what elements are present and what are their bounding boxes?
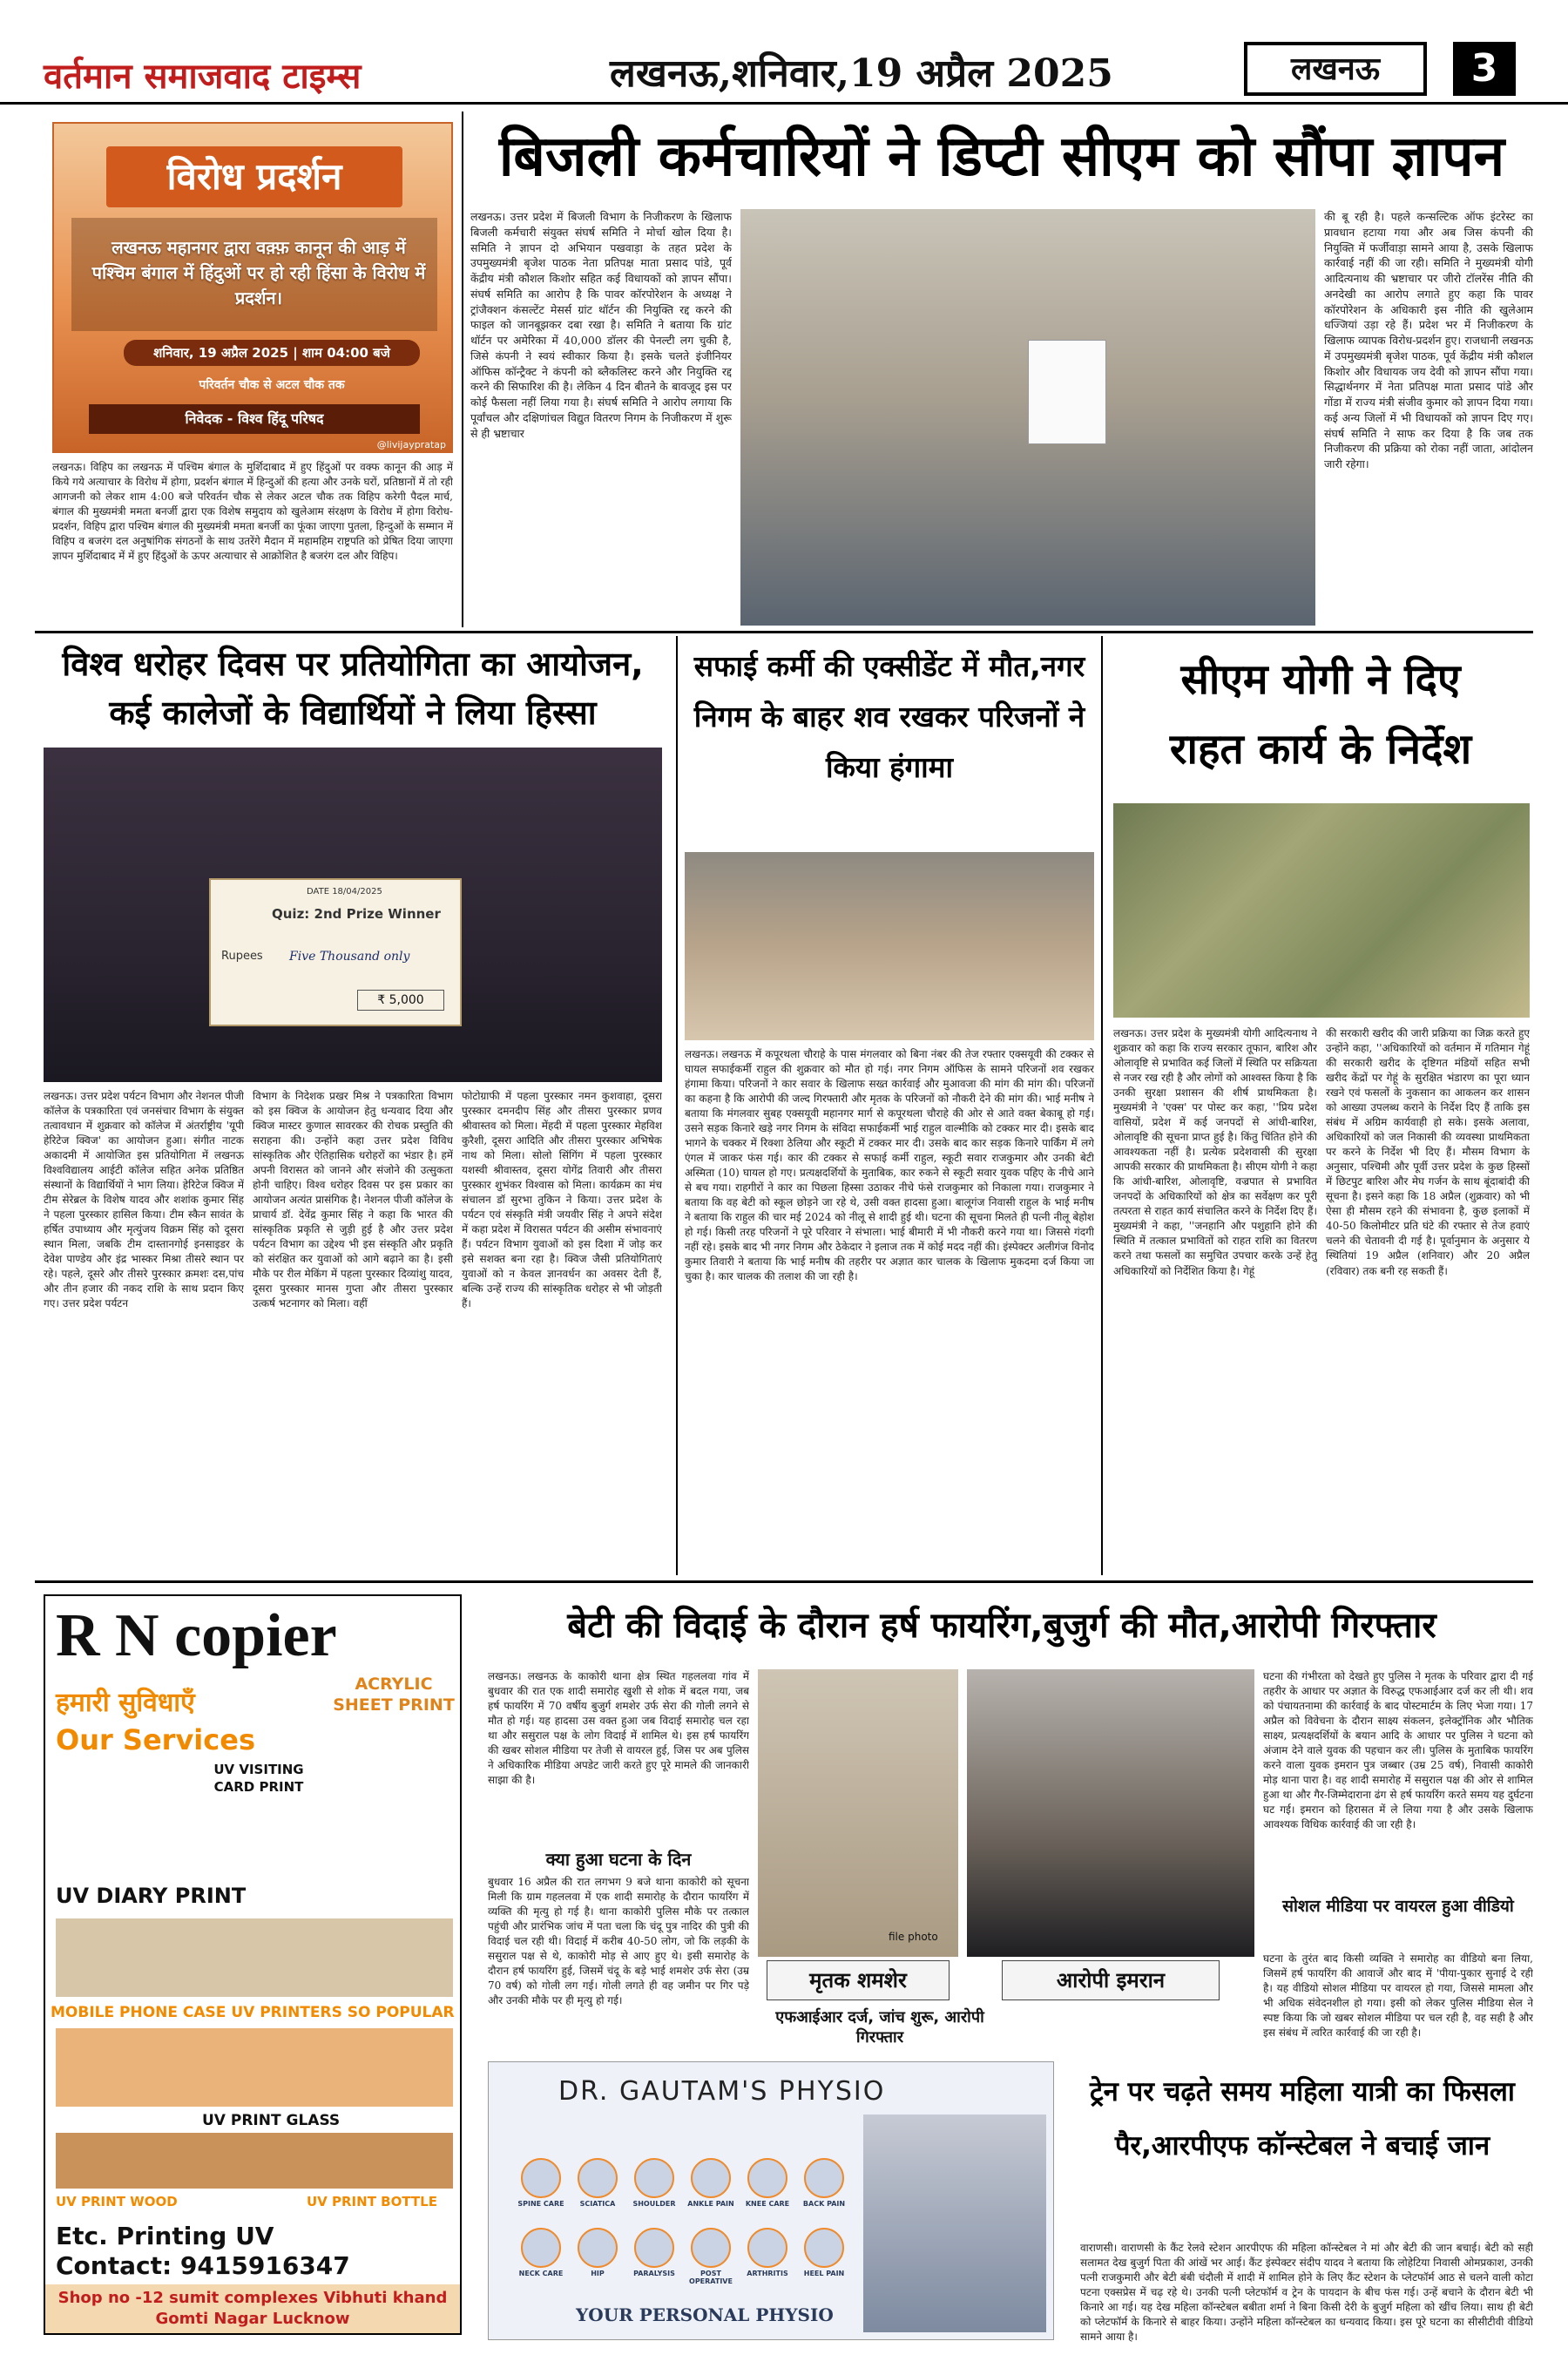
services-hindi: हमारी सुविधाएँ <box>56 1688 195 1718</box>
physio-service <box>571 2158 624 2223</box>
physio-service <box>571 2228 624 2292</box>
physio-service <box>515 2158 567 2223</box>
phone-case-image <box>56 2028 453 2107</box>
poster-handle: @livijaypratap <box>376 439 446 450</box>
memorandum-paper <box>1028 340 1106 444</box>
heritage-col-3: फोटोग्राफी में पहला पुरस्कार नमन कुशवाहा, दूसरा पुरस्कार दमनदीप सिंह और तीसरा पुरस्कार प्रणव श्रीवास्तव को मिला। मेंहदी में पहला पुरस्कार मेहविश कुरैशी, दूसरा आदिति और तीसरा पुरस्कार अभिषेक नाथ को मिला। सोलो सिंगिंग में पहला पुरस्कार यशस्वी श्रीवास्तव, दूसरा योगेंद्र तिवारी और तीसरा पुरस्कार शुभंकर विश्वास को मिला। कार्यक्रम का मंच संचालन डॉ सुरभा तुकिन ने किया। उत्तर प्रदेश के पर्यटन एवं संस्कृति मंत्री जयवीर सिंह ने अपने संदेश में कहा प्रदेश में विरासत पर्यटन की असीम संभावनाएं हैं। पर्यटन विभाग युवाओं को इस दिशा में जोड़ कर इसे सशक्त बना रहा है। क्विज जैसी प्रतियोगिताएं युवाओं को न केवल ज्ञानवर्धन का अवसर देती हैं, बल्कि उन्हें राज्य की सांस्कृतिक धरोहर से भी जोड़ती हैं। <box>462 1090 662 1310</box>
protest-body: लखनऊ। विहिप का लखनऊ में पश्चिम बंगाल के मुर्शिदाबाद में हुए हिंदुओं पर वक्फ कानून की आड़ में किये गये अत्याचार के विरोध में होगा, प्रदर्शन बंगाल में हिन्दुओं की हत्या और उनके घरों, प्रतिष्ठानों में तो रही आगजनी को लेकर शाम 4:00 बजे परिवर्तन चौक से लेकर अटल चौक तक विहिप करेगी पैदल मार्च, बंगाल की मुख्यमंत्री ममता बनर्जी द्वारा एक विशेष समुदाय को खुलेआम संरक्षण के विरोध में होगा विरोध-प्रदर्शन, विहिप द्वारा पश्चिम बंगाल की मुख्यमंत्री ममता बनर्जी का फूंका जाएगा पुतला, हिन्दुओं के सम्मान में विहिप व बजरंग दल अनुषांगिक संगठनों के साथ उतरेंगे मैदान में महामहिम राष्ट्रपति को प्रेषित दिया जाएगा ज्ञापन मुर्शिदाबाद में में हुए हिंदुओं के ऊपर अत्याचार से आक्रोशित है बजरंग दल और विहिप। <box>52 461 453 563</box>
physio-ad <box>488 2061 1054 2340</box>
heritage-photo <box>44 748 662 1082</box>
physio-service <box>798 2228 850 2292</box>
physio-service <box>741 2228 794 2292</box>
divider <box>35 1580 1533 1583</box>
electricity-headline: बिजली कर्मचारियों ने डिप्टी सीएम को सौंपा ज्ञापन <box>498 125 1505 189</box>
physio-service-label: SCIATICA <box>579 2200 616 2208</box>
divider <box>1101 636 1103 1575</box>
electricity-photo <box>740 209 1315 626</box>
physio-service-icon <box>634 2228 674 2268</box>
masthead <box>0 0 1568 105</box>
physio-service-label: HEEL PAIN <box>803 2270 845 2277</box>
services-english: Our Services <box>56 1723 255 1756</box>
heritage-headline-1: विश्व धरोहर दिवस पर प्रतियोगिता का आयोजन, <box>62 645 644 683</box>
physio-service-label: PARALYSIS <box>633 2270 675 2277</box>
physio-service-icon <box>521 2158 561 2198</box>
physio-service-icon <box>691 2228 731 2268</box>
sanitation-body: लखनऊ। लखनऊ में कपूरथला चौराहे के पास मंगलवार को बिना नंबर की तेज रफ्तार एक्सयूवी की टक्कर से घायल सफाईकर्मी राहुल की शुक्रवार को मौत हो गई। नगर निगम ऑफिस के सामने परिजनों शव रखकर हंगामा किया। परिजनों ने कार सवार के खिलाफ सख्त कार्रवाई और मुआवजा की मांग की मांग की। परिजनों का कहना है कि आरोपी की जल्द गिरफ्तारी और मृतक के परिजनों को नौकरी देने की मांग की। भाई मनीष ने बताया कि मंगलवार सुबह एक्सयूवी महानगर मार्ग से कपूरथला चौराहे की ओर से आते वक्त बेकाबू हो गई। उसने सड़क किनारे खड़े नगर निगम के संविदा सफाईकर्मी भाई राहुल वाल्मीकि को टक्कर मार दी। इसके बाद भागने के चक्कर में रिक्शा ठेलिया और स्कूटी में टक्कर मार दी। उसके बाद कार सड़क किनारे पार्किंग में लगे एंगल में जाकर फंस गई। कार की टक्कर से सफाई कर्मी राहुल, स्कूटी सवार राजकुमार और उनकी बेटी अस्मिता (10) घायल हो गए। प्रत्यक्षदर्शियों के मुताबिक, कार रुकने से स्कूटी सवार युवक पहिए के नीचे आने से बच गया। राहगीरों ने कार का पिछला हिस्सा उठाकर नीचे फंसे राजकुमार को निकाला गया। राजकुमार ने बताया कि वह बेटी को स्कूल छोड़ने जा रहे थे, उसी वक्त हादसा हुआ। बालूगंज निवासी राहुल के भाई मनीष ने बताया कि राहुल की चार मई 2024 को नीलू से शादी हुई थी। घटना की सूचना मिलते ही पत्नी नीलू बेहोश हो गई। किसी तरह परिजनों ने पूरे परिवार ने संभाला। भाई बीमारी में भी नौकरी करने गया था। जिससे गंदगी नहीं रहे। इसके बाद भी नगर निगम और ठेकेदार ने इलाज तक में कोई मदद नहीं की। इंस्पेक्टर अलीगंज विनोद कुमार तिवारी ने बताया कि भाई मनीष की तहरीर पर अज्ञात कार चालक के खिलाफ मुकदमा दर्ज किया जा चुका है। कार चालक की तलाश की जा रही है। <box>685 1048 1094 1283</box>
physio-service-icon <box>691 2158 731 2198</box>
physio-service <box>515 2228 567 2292</box>
physio-service <box>685 2158 737 2223</box>
phone-case-print: MOBILE PHONE CASE UV PRINTERS SO POPULAR <box>51 2004 455 2021</box>
divider <box>676 636 678 1575</box>
uv-print-glass: UV PRINT GLASS <box>202 2112 341 2129</box>
sanitation-headline: सफाई कर्मी की एक्सीडेंट में मौत,नगर निगम के बाहर शव रखकर परिजनों ने किया हंगामा <box>693 649 1085 784</box>
electricity-col-2: की बू रही है। पहले कन्सल्टिक ऑफ इंटरेस्ट का प्रावधान हटाया गया और अब जिस कंपनी की नियुक्ति में फर्जीवाड़ा सामने आया है, उसके खिलाफ कार्रवाई नहीं की जा रही। समिति ने मुख्यमंत्री योगी आदित्यनाथ की भ्रष्टाचार पर जीरो टॉलरेंस नीति की अनदेखी का आरोप लगाते हुए कहा कि पावर कॉरपोरेशन के अधिकारी इस नीति की खुलेआम धज्जियां उड़ा रहे हैं। प्रदेश भर में निजीकरण के खिलाफ व्यापक विरोध-प्रदर्शन हुए। राजधानी लखनऊ में उपमुख्यमंत्री बृजेश पाठक, पूर्व केंद्रीय मंत्री कौशल किशोर और विधायक जय देवी को ज्ञापन सौंपा गया। सिद्धार्थनगर में नेता प्रतिपक्ष माता प्रसाद पांडे और गोंडा में राज्य मंत्री संजीव कुमार को ज्ञापन दिया गया। कई अन्य जिलों में भी विधायकों को ज्ञापन दिए गए। संघर्ष समिति ने साफ कर दिया है कि जब तक निजीकरण की प्रक्रिया को रोका नहीं जाता, आंदोलन जारी रहेगा। <box>1324 210 1533 470</box>
diary-image <box>56 1918 453 1997</box>
rpf-body: वाराणसी। वाराणसी के कैंट रेलवे स्टेशन आरपीएफ की महिला कॉन्स्टेबल ने मां और बेटी की जान बचाई। बेटी को सही सलामत देख बुजुर्ग पिता की आंखें भर आई। कैंट इंस्पेक्टर संदीप यादव ने बताया कि लोहेटिया निवासी ओमप्रकाश, उनकी पत्नी राजकुमारी और बेटी बंबी चंदौली में शादी में शामिल होने के लिए कैंट स्टेशन के प्लेटफॉर्म आठ से चलने वाली कोटा पटना एक्सप्रेस में चढ़ रहे थे। उनकी पत्नी प्लेटफॉर्म व ट्रेन के पायदान के बीच फंस गई। उन्हें बचाने के दौरान बेटी भी किनारे आ गई। यह देख महिला कॉन्स्टेबल बबीता शर्मा ने बिना किसी देरी के बुजुर्ग महिला को खींच लिया। साथ ही बेटी को प्लेटफॉर्म के किनारे से बाहर किया। उन्होंने महिला कॉन्स्टेबल का धन्यवाद किया। इस पूरे घटना का सीसीटीवी वीडियो सामने आया है। <box>1080 2242 1533 2344</box>
poster-text: लखनऊ महानगर द्वारा वक़्फ़ कानून की आड़ में पश्चिम बंगाल में हिंदुओं पर हो रही हिंसा के विरोध में प्रदर्शन। <box>91 237 426 308</box>
divider <box>35 631 1533 633</box>
copier-address: Shop no -12 sumit complexes Vibhuti khand Gomti Nagar Lucknow <box>45 2284 460 2333</box>
etc-printing: Etc. Printing UV <box>56 2222 274 2250</box>
file-photo-label: file photo <box>889 1931 938 1943</box>
uv-print-bottle: UV PRINT BOTTLE <box>307 2194 437 2209</box>
physio-service-label: SHOULDER <box>632 2200 676 2208</box>
page-number: 3 <box>1453 42 1516 96</box>
physio-service-label: HIP <box>591 2270 605 2277</box>
yogi-col-1: लखनऊ। उत्तर प्रदेश के मुख्यमंत्री योगी आदित्यनाथ ने शुक्रवार को कहा कि राज्य सरकार तूफान, बारिश और ओलावृष्टि से प्रभावित कई जिलों में स्थिति पर सक्रियता से नजर रख रही है और लोगों को आश्वस्त किया है कि उनकी सुरक्षा प्रशासन की शीर्ष प्राथमिकता है। मुख्यमंत्री ने 'एक्स' पर पोस्ट कर कहा, ''प्रिय प्रदेश वासियों, प्रदेश में कई जनपदों से आंधी-बारिश, ओलावृष्टि की सूचना प्राप्त हुई है। किंतु चिंतित होने की आवश्यकता नहीं है। प्रत्येक प्रदेशवासी की सुरक्षा आपकी सरकार की प्राथमिकता है। सीएम योगी ने कहा कि आंधी-बारिश, ओलावृष्टि, वज्रपात से प्रभावित जनपदों के अधिकारियों को क्षेत्र का सर्वेक्षण कर पूरी तत्परता से राहत कार्य संचालित करने के निर्देश दिए हैं। मुख्यमंत्री ने कहा, ''जनहानि और पशुहानि होने की स्थिति में तत्काल प्रभावितों को राहत राशि का वितरण करने तथा फसलों का समुचित उपचार करके उन्हें हेतु अधिकारियों को निर्देशित किया है। गेहूं <box>1113 1027 1317 1277</box>
section-name: लखनऊ <box>1244 42 1427 96</box>
physio-service-icon <box>804 2158 844 2198</box>
cheque-words: Five Thousand only <box>289 950 410 964</box>
deceased-caption: मृतक शमशेर <box>767 1960 950 2000</box>
firing-headline: बेटी की विदाई के दौरान हर्ष फायरिंग,बुजुर्ग की मौत,आरोपी गिरफ्तार <box>567 1606 1436 1646</box>
physio-service <box>628 2158 680 2223</box>
physio-service-label: KNEE CARE <box>745 2200 790 2208</box>
contact-number[interactable]: Contact: 9415916347 <box>56 2251 350 2280</box>
physio-service-icon <box>804 2228 844 2268</box>
rpf-headline: ट्रेन पर चढ़ते समय महिला यात्री का फिसला पैर,आरपीएफ कॉन्स्टेबल ने बचाई जान <box>1090 2076 1515 2162</box>
yogi-headline-2: राहत कार्य के निर्देश <box>1169 725 1472 774</box>
uv-diary-print: UV DIARY PRINT <box>56 1884 247 1908</box>
heritage-col-1: लखनऊ। उत्तर प्रदेश पर्यटन विभाग और नेशनल पीजी कॉलेज के पत्रकारिता एवं जनसंचार विभाग के संयुक्त तत्वावधान में शुक्रवार को कॉलेज में अंतर्राष्ट्रीय 'यूपी हेरिटेज क्विज' का आयोजन हुआ। संगीत नाटक अकादमी में आयोजित इस प्रतियोगिता में लखनऊ विश्वविद्यालय आईटी कॉलेज सहित अनेक प्रतिष्ठित संस्थानों के विद्यार्थियों ने भाग लिया। हेरिटेज क्विज में टीम सेरेब्रल के विशेष यादव और शशांक कुमार सिंह ने पहला पुरस्कार हासिल किया। टीम स्कैन सावंत के हर्षित उपाध्याय और मृत्युंजय विक्रम सिंह को दूसरा स्थान मिला, जबकि टीम दास्तानगोई इनसाइडर के देवेश पाण्डेय और इंद्र भास्कर मिश्रा तीसरे स्थान पर रहे। पहले, दूसरे और तीसरे पुरस्कार क्रमशः दस,पांच और तीन हजार की नकद राशि के साथ प्रदान किए गए। उत्तर प्रदेश पर्यटन <box>44 1090 244 1310</box>
physio-service <box>798 2158 850 2223</box>
physio-service-label: NECK CARE <box>518 2270 564 2277</box>
physio-service <box>741 2158 794 2223</box>
acrylic-print: ACRYLIC SHEET PRINT <box>333 1675 455 1715</box>
firing-subhead-2: सोशल मीडिया पर वायरल हुआ वीडियो <box>1282 1897 1514 1916</box>
firing-subhead-photos: एफआईआर दर्ज, जांच शुरू, आरोपी गिरफ्तार <box>775 2008 984 2047</box>
physio-service <box>685 2228 737 2292</box>
physio-service-icon <box>747 2158 787 2198</box>
deceased-photo <box>758 1669 958 1957</box>
physio-footer: YOUR PERSONAL PHYSIO <box>576 2304 834 2325</box>
firing-col-2b: घटना के तुरंत बाद किसी व्यक्ति ने समारोह का वीडियो बना लिया, जिसमें हर्ष फायरिंग की आवाजें और बाद में 'पीया-पुकार सुनाई दे रही है। यह वीडियो सोशल मीडिया पर वायरल हो गया, जिससे मामला और भी अधिक संवेदनशील हो गया। इसी को लेकर पुलिस मीडिया सेल ने स्पष्ट किया कि जो खबर सोशल मीडिया पर चल रही है, वह सही है और इस संबंध में त्वरित कार्रवाई की जा रही है। <box>1263 1952 1533 2040</box>
cheque-rupees: Rupees <box>221 950 263 963</box>
heritage-headline-2: कई कालेजों के विद्यार्थियों ने लिया हिस्सा <box>109 694 597 732</box>
physio-grid <box>515 2158 855 2297</box>
physio-service <box>628 2228 680 2292</box>
physio-service-icon <box>747 2228 787 2268</box>
newspaper-brand: वर्तमान समाजवाद टाइम्स <box>44 56 362 97</box>
firing-col-2: घटना की गंभीरता को देखते हुए पुलिस ने मृतक के परिवार द्वारा दी गई तहरीर के आधार पर अज्ञात के विरुद्ध एफआईआर दर्ज कर ली थी। शव को पंचायतनामा की कार्रवाई के बाद पोस्टमार्टम के लिए भेजा गया। 17 अप्रैल को विवेचना के दौरान साक्ष्य संकलन, इलेक्ट्रॉनिक और भौतिक साक्ष्य, प्रत्यक्षदर्शियों के बयान आदि के आधार पर पुलिस ने घटना को अंजाम देने वाले युवक की पहचान कर ली। पुलिस के मुताबिक फायरिंग करने वाला युवक इमरान पुत्र जब्बार (उम्र 25 वर्ष), निवासी काकोरी मोड़ थाना पारा है। वह शादी समारोह में ससुराल पक्ष की ओर से शामिल हुआ था और गैर-जिम्मेदाराना ढंग से हर्ष फायरिंग करते समय यह दुर्घटना घट गई। इमरान को हिरासत में ले लिया गया है और उसके खिलाफ आवश्यक विधिक कार्रवाई की जा रही है। <box>1263 1670 1533 1831</box>
glass-image <box>56 2133 453 2189</box>
issue-date: लखनऊ,शनिवार,19 अप्रैल 2025 <box>610 51 1113 96</box>
electricity-col-1: लखनऊ। उत्तर प्रदेश में बिजली विभाग के निजीकरण के खिलाफ बिजली कर्मचारी संयुक्त संघर्ष समिति ने मोर्चा खोल दिया है। समिति ने ज्ञापन दो अभियान पखवाड़ा के तहत प्रदेश के उपमुख्यमंत्री बृजेश पाठक नेता प्रतिपक्ष माता प्रसाद पांडे, पूर्व केंद्रीय मंत्री कौशल किशोर सहित कई विधायकों को ज्ञापन सौंपा। संघर्ष समिति का आरोप है कि पावर कॉरपोरेशन के अध्यक्ष ने ट्रांजैक्शन कंसल्टेंट मेसर्स ग्रांट थॉर्टन की नियुक्ति रद्द करने की फाइल को जानबूझकर दबा रखा है। समिति ने बताया कि ग्रांट थॉर्टन पर अमेरिका में 40,000 डॉलर की पेनल्टी लग चुकी है, जिसे कंपनी ने स्वयं स्वीकार किया है। इसके चलते इंजीनियर ऑफिस कॉन्ट्रैक्ट ने कंपनी को ब्लैकलिस्ट करने और नियुक्ति रद्द करने की सिफारिश की है। लेकिन 4 दिन बीतने के बावजूद इस पर कोई फैसला नहीं लिया गया है। संघर्ष समिति ने आरोप लगाया कि पूर्वांचल और दक्षिणांचल विद्युत वितरण निगम के निजीकरण में शुरू से ही भ्रष्टाचार <box>470 210 732 440</box>
doctor-photo <box>863 2114 1046 2332</box>
physio-service-label: ARTHRITIS <box>747 2270 788 2277</box>
yogi-headline-1: सीएम योगी ने दिए <box>1180 655 1461 704</box>
heritage-col-2: विभाग के निदेशक प्रखर मिश्र ने पत्रकारिता विभाग को इस क्विज के आयोजन हेतु धन्यवाद दिया और क्विज मास्टर कुणाल सावरकर की रोचक प्रस्तुति की सराहना की। उन्होंने कहा उत्तर प्रदेश विविध सांस्कृतिक और ऐतिहासिक धरोहरों का भंडार है। हमें अपनी विरासत को जानने और संजोने की उत्सुकता होनी चाहिए। विश्व धरोहर दिवस पर इस प्रकार का आयोजन अत्यंत प्रासंगिक है। नेशनल पीजी कॉलेज के प्राचार्य डॉ. देवेंद्र कुमार सिंह ने कहा कि भारत की सांस्कृतिक प्रकृति से जुड़ी हुई है और उत्तर प्रदेश पर्यटन विभाग का उद्देश्य भी इस संस्कृति और प्रकृति को संरक्षित कर युवाओं को आगे बढ़ाने का है। इसी मौके पर रील मेकिंग में पहला पुरस्कार दिव्यांशु यादव, दूसरा पुरस्कार मानस गुप्ता और तीसरा पुरस्कार उत्कर्ष भटनागर को मिला। वहीं <box>253 1090 453 1310</box>
poster-title: विरोध प्रदर्शन <box>106 146 402 207</box>
cheque-amount: ₹ 5,000 <box>357 990 444 1011</box>
cheque-date: DATE 18/04/2025 <box>307 887 382 897</box>
firing-subhead-1: क्या हुआ घटना के दिन <box>545 1849 692 1870</box>
physio-service-label: ANKLE PAIN <box>687 2200 734 2208</box>
poster-where: परिवर्तन चौक से अटल चौक तक <box>199 378 345 392</box>
uv-visiting-card: UV VISITING CARD PRINT <box>213 1762 304 1795</box>
copier-ad <box>44 1594 462 2335</box>
divider <box>462 112 463 627</box>
physio-title: DR. GAUTAM'S PHYSIO <box>558 2076 886 2107</box>
yogi-col-2: की सरकारी खरीद की जारी प्रक्रिया का जिक्र करते हुए उन्होंने कहा, ''अधिकारियों को वर्तमान में गतिमान गेहूं की सरकारी खरीद के दृष्टिगत मंडियों सहित सभी खरीद केंद्रों पर गेहूं के सुरक्षित भंडारण का पूरा ध्यान रखने एवं फसलों के नुकसान का आकलन कर शासन को आख्या उपलब्ध कराने के निर्देश दिए हैं ताकि इस संबंध में अग्रिम कार्यवाही हो सके। इसके अलावा, अधिकारियों को जल निकासी की व्यवस्था प्राथमिकता पर करने के निर्देश भी दिए हैं। मौसम विभाग के अनुसार, पश्चिमी और पूर्वी उत्तर प्रदेश के कुछ हिस्सों में छिटपुट बारिश और मेघ गर्जन के साथ बूंदाबांदी की सूचना है। इसने कहा कि 18 अप्रैल (शुक्रवार) को भी ऐसा ही मौसम रहने की संभावना है, कुछ इलाकों में 40-50 किलोमीटर प्रति घंटे की रफ्तार से तेज हवाएं चलने की चेतावनी दी गई है। पूर्वानुमान के अनुसार ये स्थितियां 19 अप्रैल (शनिवार) और 20 अप्रैल (रविवार) तक बनी रह सकती हैं। <box>1326 1027 1530 1277</box>
physio-service-label: BACK PAIN <box>802 2200 846 2208</box>
physio-service-icon <box>521 2228 561 2268</box>
copier-brand: R N copier <box>56 1602 337 1669</box>
firing-col-1: लखनऊ। लखनऊ के काकोरी थाना क्षेत्र स्थित गहललवा गांव में बुधवार की रात एक शादी समारोह खुशी से शोक में बदल गया, जब हर्ष फायरिंग में 70 वर्षीय बुजुर्ग शमशेर उर्फ सेरा की गोली लगने से मौत हो गई। यह हादसा उस वक्त हुआ जब विदाई समारोह चल रहा था और ससुराल पक्ष के लोग विदाई में शामिल थे। इस हर्ष फायरिंग की खबर सोशल मीडिया पर तेजी से वायरल हुई, जिस पर अब पुलिस ने अधिकारिक मीडिया अपडेट जारी करते हुए पूरे मामले की जानकारी साझा की है। <box>488 1670 749 1787</box>
physio-service-icon <box>578 2228 618 2268</box>
prize-cheque <box>209 878 462 1026</box>
poster-when: शनिवार, 19 अप्रैल 2025 | शाम 04:00 बजे <box>124 340 420 366</box>
poster-organizer: निवेदक - विश्व हिंदू परिषद <box>89 404 420 434</box>
physio-service-label: POST OPERATIVE <box>689 2270 733 2285</box>
yogi-photo <box>1113 803 1530 1018</box>
physio-service-icon <box>634 2158 674 2198</box>
accused-photo <box>967 1669 1254 1957</box>
protest-poster <box>52 122 453 453</box>
accused-caption: आरोपी इमरान <box>1002 1960 1220 2000</box>
physio-service-icon <box>578 2158 618 2198</box>
cheque-title: Quiz: 2nd Prize Winner <box>272 906 441 922</box>
physio-service-label: SPINE CARE <box>517 2200 564 2208</box>
sanitation-photo <box>685 852 1094 1040</box>
uv-print-wood: UV PRINT WOOD <box>56 2194 178 2209</box>
firing-col-1b: बुधवार 16 अप्रैल की रात लगभग 9 बजे थाना काकोरी को सूचना मिली कि ग्राम गहललवा में एक शादी समारोह के दौरान फायरिंग में व्यक्ति की मृत्यु हो गई है। थाना काकोरी पुलिस मौके पर तत्काल पहुंची और प्रारंभिक जांच में पता चला कि चंदू पुत्र नादिर की पुत्री की विदाई चल रही थी। विदाई में करीब 40-50 लोग, जो कि लड़की के ससुराल पक्ष से थे, काकोरी मोड़ से आए हुए थे। इसी समारोह के दौरान हर्ष फायरिंग हुई, जिसमें चंदू के बड़े भाई शमशेर उर्फ सेरा (उम्र 70 वर्ष) को गोली लग गई। गोली लगते ही वह जमीन पर गिर पड़े और उनकी मौके पर ही मृत्यु हो गई। <box>488 1876 749 2007</box>
